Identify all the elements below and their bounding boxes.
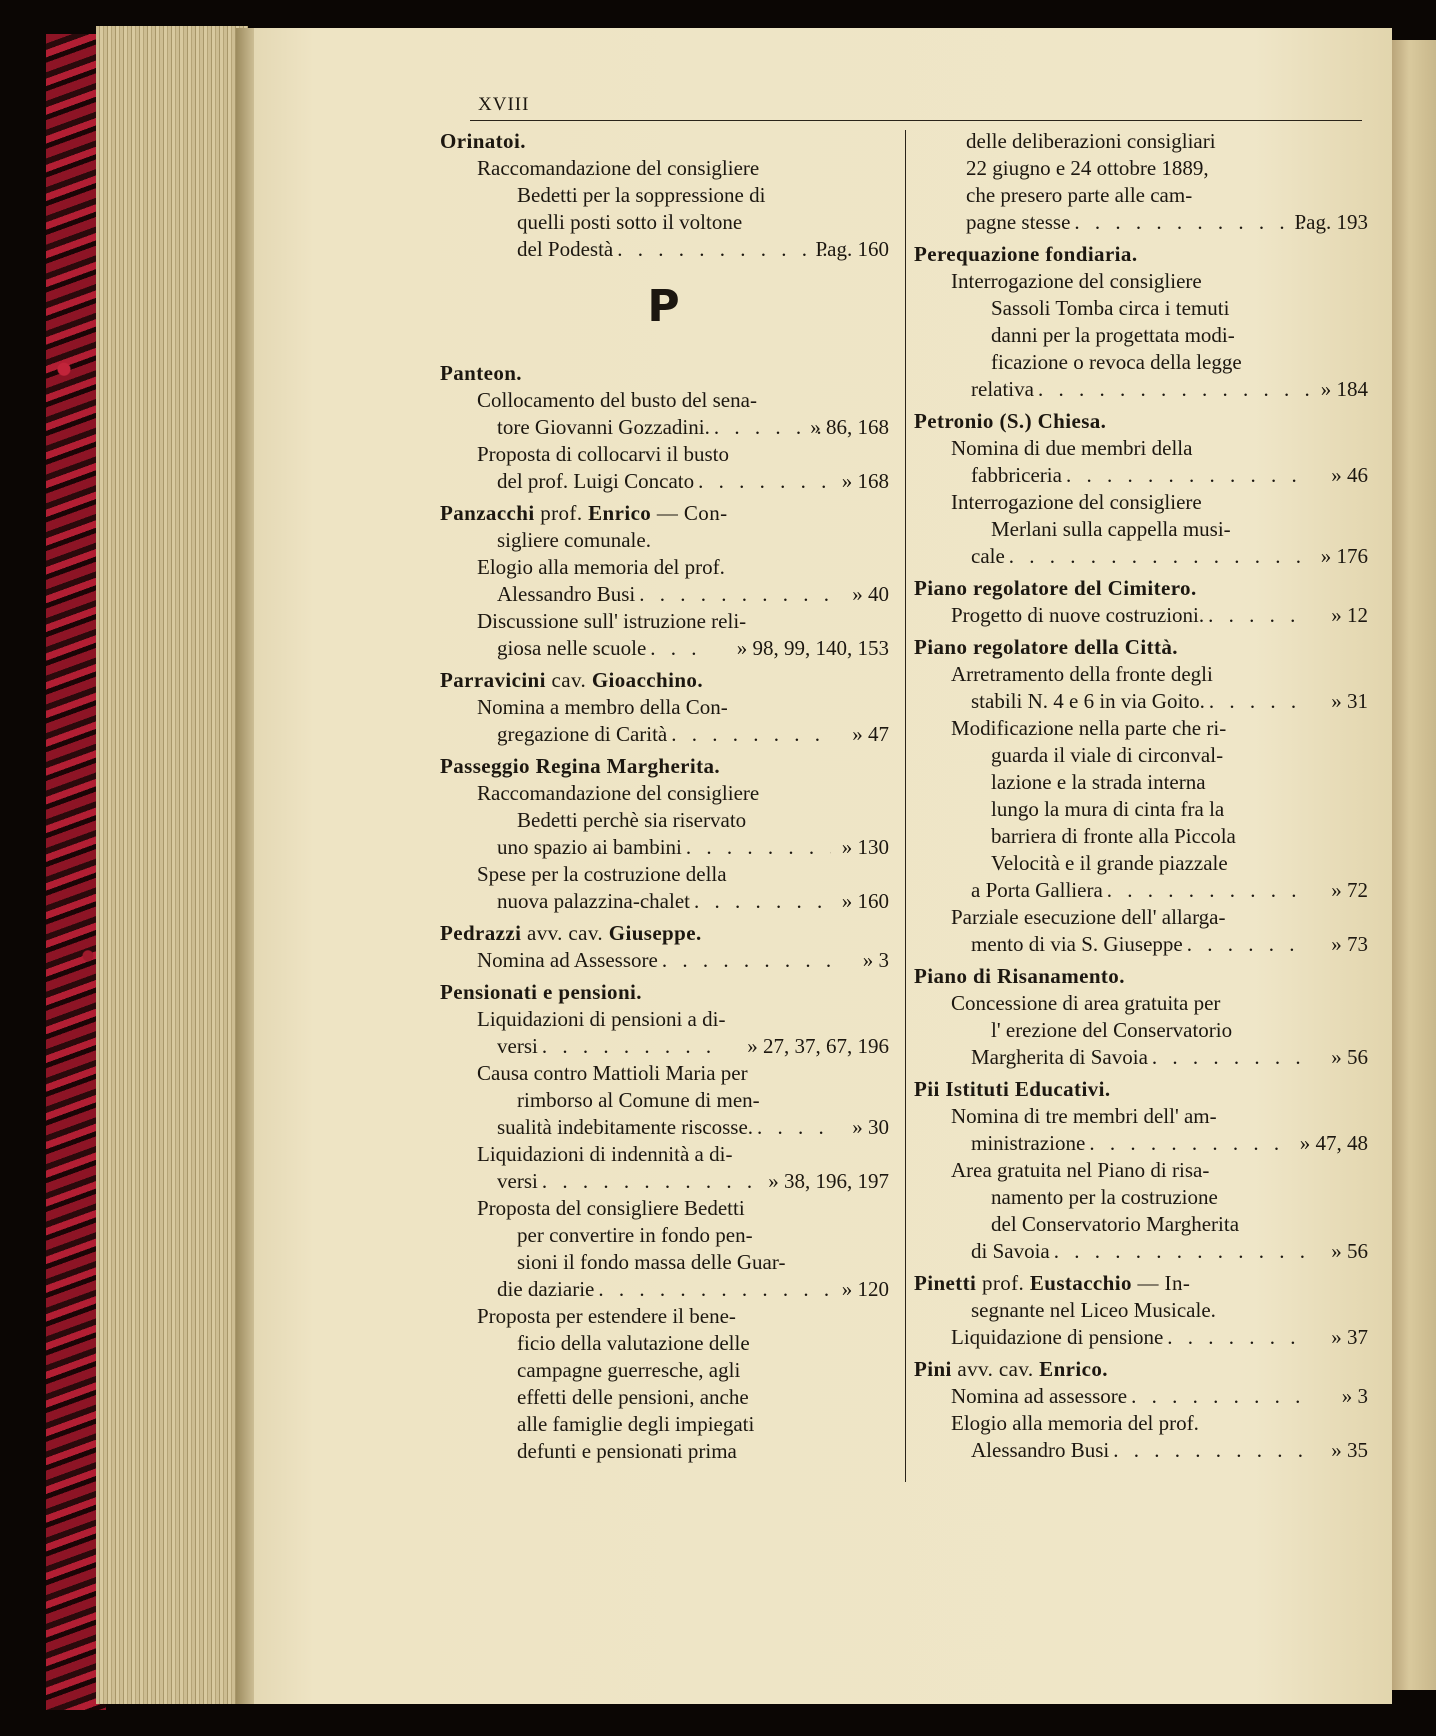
subentry: Raccomandazione del consigliere Bedetti per la soppressione di quelli posti sotto il voltone del Podestà . . . Pag. 160 [440, 155, 887, 263]
subentry: Interrogazione del consigliere Merlani sulla cappella musi- cale . . . » 176 [914, 489, 1366, 570]
page-ref: » 160 [841, 889, 889, 913]
subentry: Nomina di due membri della fabbriceria . . . » 46 [914, 435, 1366, 489]
column-divider [905, 130, 906, 1482]
entry-orinatoi [440, 128, 887, 263]
page-ref: » 3 [1341, 1384, 1368, 1408]
subentry: Elogio alla memoria del prof. Alessandro Busi . . . » 40 [440, 554, 887, 608]
entry-pedrazzi [440, 920, 887, 974]
section-letter: P [647, 281, 680, 332]
entry-perequazione [914, 241, 1366, 403]
page-ref: » 30 [852, 1115, 889, 1139]
entry-pinetti: Pinetti prof. Eustacchio — In- segnante nel Liceo Musicale. Liquidazione di pensione . . . » 37 [914, 1270, 1366, 1351]
page-ref: » 86, 168 [810, 415, 889, 439]
subentry: Area gratuita nel Piano di risa- namento per la costruzione del Conservatorio Margherita di Savoia . . . » 56 [914, 1157, 1366, 1265]
entry-heading: Pinetti prof. Eustacchio — In- [914, 1271, 1191, 1295]
entry-petronio [914, 408, 1366, 570]
page-ref: » 38, 196, 197 [768, 1169, 889, 1193]
entry-parravicini [440, 667, 887, 748]
next-page-edge [1392, 40, 1436, 1690]
page-ref: » 73 [1331, 932, 1368, 956]
page-ref: » 37 [1331, 1325, 1368, 1349]
page-ref: » 46 [1331, 463, 1368, 487]
page-ref: » 98, 99, 140, 153 [736, 636, 889, 660]
subentry: Liquidazioni di indennità a di- versi . . . » 38, 196, 197 [440, 1141, 887, 1195]
subentry: Modificazione nella parte che ri- guarda il viale di circonval- lazione e la strada interna lungo la mura di cinta fra la barriera di fronte alla Piccola Velocità e il grande piazzale a Porta Galliera . . . » 72 [914, 715, 1366, 904]
page-ref: » 35 [1331, 1438, 1368, 1462]
entry-passeggio [440, 753, 887, 915]
entry-pini [914, 1356, 1366, 1464]
subentry: delle deliberazioni consigliari 22 giugno e 24 ottobre 1889, che presero parte alle cam- pagne stesse . . . Pag. 193 [914, 128, 1366, 236]
subentry: Nomina di tre membri dell' am- ministrazione . . . » 47, 48 [914, 1103, 1366, 1157]
subentry: Proposta per estendere il bene- ficio della valutazione delle campagne guerresche, agli effetti delle pensioni, anche alle famiglie degli impiegati defunti e pensionati prima [477, 1304, 755, 1463]
page-ref: » 56 [1331, 1239, 1368, 1263]
subentry: Collocamento del busto del sena- tore Giovanni Gozzadini. . . . » 86, 168 [440, 387, 887, 441]
entry-heading: Parravicini cav. Gioacchino. [440, 668, 703, 692]
subentry: Interrogazione del consigliere Sassoli Tomba circa i temuti danni per la progettata modi- ficazione o revoca della legge relativa . . . » 184 [914, 268, 1366, 403]
subentry: Concessione di area gratuita per l' erezione del Conservatorio Margherita di Savoia . . . » 56 [914, 990, 1366, 1071]
page-ref: » 184 [1320, 377, 1368, 401]
entry-pensionati [440, 979, 887, 1465]
entry-heading: Piano regolatore della Città. [914, 635, 1178, 659]
right-column [914, 128, 1366, 1469]
subentry: Liquidazioni di pensioni a di- versi . . . » 27, 37, 67, 196 [440, 1006, 887, 1060]
subentry: Spese per la costruzione della nuova palazzina-chalet . . . » 160 [440, 861, 887, 915]
subentry: Elogio alla memoria del prof. Alessandro Busi . . . » 35 [914, 1410, 1366, 1464]
entry-heading: Perequazione fondiaria. [914, 242, 1138, 266]
entry-panzacchi: Panzacchi prof. Enrico — Con- sigliere comunale. Elogio alla memoria del prof. Alessandro Busi . . . » 40 Discussione sull' istruzione reli- giosa nelle scuole . . . » 98, 99, 140, 153 [440, 500, 887, 662]
entry-heading: Piano regolatore del Cimitero. [914, 576, 1197, 600]
page-ref: » 47 [852, 722, 889, 746]
subentry: Discussione sull' istruzione reli- giosa nelle scuole . . . » 98, 99, 140, 153 [440, 608, 887, 662]
entry-pii-istituti [914, 1076, 1366, 1265]
subentry: Raccomandazione del consigliere Bedetti perchè sia riservato uno spazio ai bambini . . . » 130 [440, 780, 887, 861]
subentry: Proposta di collocarvi il busto del prof. Luigi Concato . . . » 168 [440, 441, 887, 495]
entry-piano-citta [914, 634, 1366, 958]
page-ref: » 120 [841, 1277, 889, 1301]
entry-heading: Panteon. [440, 361, 522, 385]
page-ref: » 176 [1320, 544, 1368, 568]
page-ref: » 168 [841, 469, 889, 493]
page-ref: » 3 [862, 948, 889, 972]
page-ref: » 40 [852, 582, 889, 606]
entry-piano-cimitero [914, 575, 1366, 629]
subentry: Progetto di nuove costruzioni. . . . » 12 [914, 602, 1366, 629]
subentry: Causa contro Mattioli Maria per rimborso al Comune di men- sualità indebitamente riscosse. . . . » 30 [440, 1060, 887, 1141]
entry-heading: Pii Istituti Educativi. [914, 1077, 1111, 1101]
subentry: Nomina a membro della Con- gregazione di Carità . . . » 47 [440, 694, 887, 748]
page-ref: » 31 [1331, 689, 1368, 713]
page-ref: Pag. 193 [1294, 210, 1368, 234]
entry-risanamento [914, 963, 1366, 1071]
left-column [440, 128, 887, 1470]
entry-heading: Pini avv. cav. Enrico. [914, 1357, 1108, 1381]
subentry: Arretramento della fronte degli stabili N. 4 e 6 in via Goito. . . . » 31 [914, 661, 1366, 715]
page-ref: » 12 [1331, 603, 1368, 627]
page-ref: Pag. 160 [815, 237, 889, 261]
running-head: XVIII [478, 94, 530, 115]
entry-heading: Orinatoi. [440, 129, 526, 153]
subentry: Nomina ad assessore . . . » 3 [914, 1383, 1366, 1410]
entry-heading: Pensionati e pensioni. [440, 980, 642, 1004]
page-ref: » 72 [1331, 878, 1368, 902]
entry-heading: Panzacchi prof. Enrico — Con- [440, 501, 728, 525]
entry-heading: Pedrazzi avv. cav. Giuseppe. [440, 921, 702, 945]
page-ref: » 56 [1331, 1045, 1368, 1069]
page-ref: » 47, 48 [1299, 1131, 1368, 1155]
subentry: Parziale esecuzione dell' allarga- mento di via S. Giuseppe . . . » 73 [914, 904, 1366, 958]
page-edges [96, 26, 248, 1704]
entry-continuation [914, 128, 1366, 236]
entry-heading: Petronio (S.) Chiesa. [914, 409, 1107, 433]
entry-heading: Passeggio Regina Margherita. [440, 754, 721, 778]
subentry: Liquidazione di pensione . . . » 37 [914, 1324, 1366, 1351]
subentry: Nomina ad Assessore . . . » 3 [440, 947, 887, 974]
subentry: Proposta del consigliere Bedetti per convertire in fondo pen- sioni il fondo massa delle Guar- die daziarie . . . » 120 [440, 1195, 887, 1303]
entry-panteon [440, 360, 887, 495]
entry-heading: Piano di Risanamento. [914, 964, 1125, 988]
header-rule [470, 120, 1362, 121]
page-ref: » 27, 37, 67, 196 [747, 1034, 889, 1058]
page-ref: » 130 [841, 835, 889, 859]
